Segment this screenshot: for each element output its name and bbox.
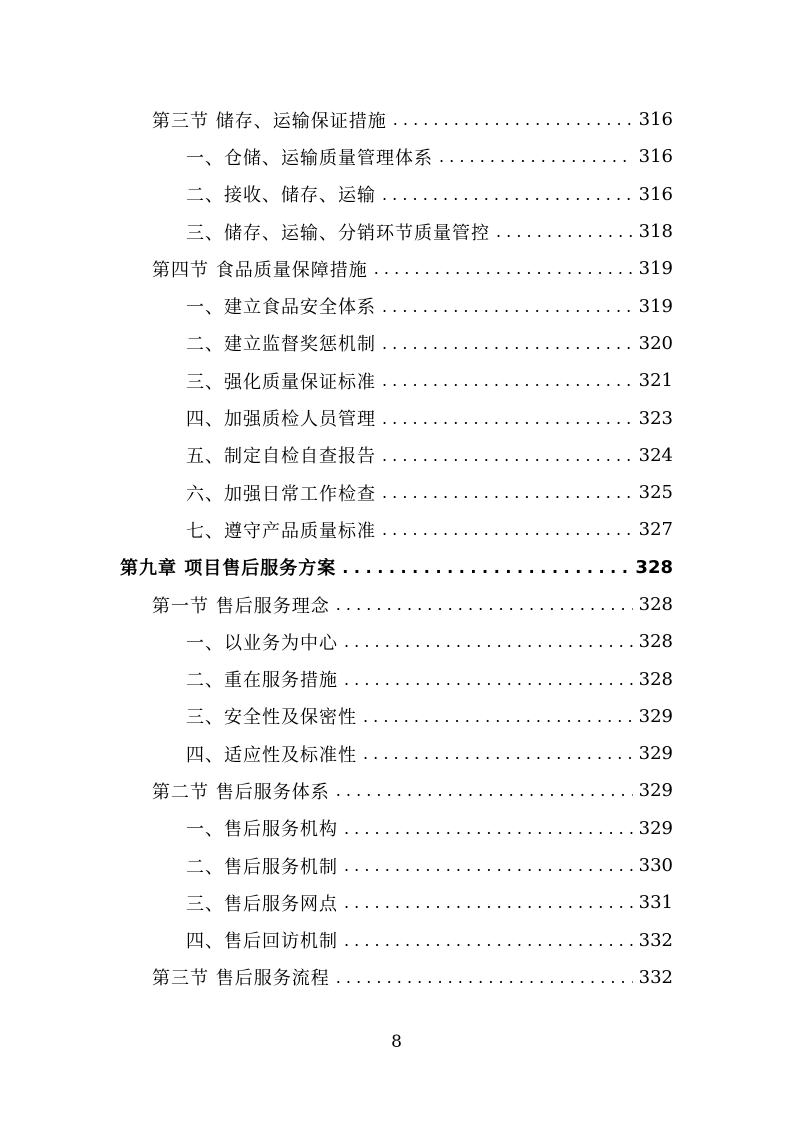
- toc-entry-title: 二、重在服务措施: [186, 670, 338, 692]
- toc-entry-page-number: 328: [638, 631, 673, 653]
- dot-leader: [496, 222, 633, 241]
- toc-entry-page-number: 316: [638, 109, 673, 131]
- toc-subsection-entry[interactable]: [0, 474, 793, 511]
- toc-subsection-entry[interactable]: [0, 884, 793, 921]
- dot-leader: [344, 819, 633, 838]
- toc-entry-title: 四、适应性及标准性: [186, 744, 357, 766]
- toc-entry-page-number: 329: [638, 817, 673, 839]
- toc-entry-title: 六、加强日常工作检查: [186, 483, 376, 505]
- dot-leader: [344, 931, 633, 950]
- dot-leader: [382, 185, 633, 204]
- toc-section-entry[interactable]: [0, 101, 793, 138]
- dot-leader: [344, 670, 633, 689]
- table-of-contents: [0, 101, 793, 996]
- dot-leader: [439, 147, 633, 166]
- toc-subsection-entry[interactable]: [0, 138, 793, 175]
- page-number: 8: [391, 1032, 402, 1052]
- dot-leader: [336, 968, 633, 987]
- toc-section-entry[interactable]: [0, 586, 793, 623]
- toc-subsection-entry[interactable]: [0, 922, 793, 959]
- dot-leader: [382, 483, 633, 502]
- toc-entry-page-number: 323: [638, 407, 673, 429]
- toc-subsection-entry[interactable]: [0, 176, 793, 213]
- toc-subsection-entry[interactable]: [0, 847, 793, 884]
- toc-entry-title: 四、售后回访机制: [186, 931, 338, 953]
- toc-section-entry[interactable]: [0, 959, 793, 996]
- dot-leader: [342, 558, 629, 577]
- toc-entry-page-number: 329: [638, 743, 673, 765]
- dot-leader: [382, 520, 633, 539]
- toc-entry-page-number: 329: [638, 780, 673, 802]
- dot-leader: [382, 334, 633, 353]
- toc-section-entry[interactable]: [0, 250, 793, 287]
- toc-entry-page-number: 316: [638, 183, 673, 205]
- toc-entry-title: 第一节 售后服务理念: [152, 595, 330, 617]
- toc-entry-page-number: 316: [638, 146, 673, 168]
- dot-leader: [336, 781, 633, 800]
- toc-entry-page-number: 330: [638, 855, 673, 877]
- toc-entry-title: 三、安全性及保密性: [186, 707, 357, 729]
- toc-entry-page-number: 328: [638, 668, 673, 690]
- toc-entry-title: 第三节 售后服务流程: [152, 968, 330, 990]
- toc-subsection-entry[interactable]: [0, 660, 793, 697]
- dot-leader: [374, 259, 633, 278]
- toc-subsection-entry[interactable]: [0, 511, 793, 548]
- toc-entry-title: 二、售后服务机制: [186, 856, 338, 878]
- toc-entry-page-number: 329: [638, 705, 673, 727]
- toc-subsection-entry[interactable]: [0, 287, 793, 324]
- toc-entry-title: 七、遵守产品质量标准: [186, 520, 376, 542]
- toc-entry-page-number: 319: [638, 295, 673, 317]
- toc-entry-page-number: 328: [635, 556, 673, 578]
- toc-subsection-entry[interactable]: [0, 623, 793, 660]
- toc-entry-page-number: 332: [638, 929, 673, 951]
- toc-subsection-entry[interactable]: [0, 213, 793, 250]
- dot-leader: [344, 856, 633, 875]
- toc-entry-title: 三、售后服务网点: [186, 893, 338, 915]
- dot-leader: [382, 371, 633, 390]
- toc-entry-page-number: 331: [638, 892, 673, 914]
- toc-entry-page-number: 324: [638, 444, 673, 466]
- dot-leader: [344, 893, 633, 912]
- toc-subsection-entry[interactable]: [0, 810, 793, 847]
- toc-entry-title: 一、售后服务机构: [186, 819, 338, 841]
- toc-entry-page-number: 321: [638, 370, 673, 392]
- toc-entry-page-number: 320: [638, 332, 673, 354]
- toc-section-entry[interactable]: [0, 772, 793, 809]
- toc-entry-title: 一、仓储、运输质量管理体系: [186, 147, 433, 169]
- toc-subsection-entry[interactable]: [0, 399, 793, 436]
- dot-leader: [336, 595, 633, 614]
- toc-entry-page-number: 319: [638, 258, 673, 280]
- toc-entry-title: 第四节 食品质量保障措施: [152, 259, 368, 281]
- toc-entry-title: 五、制定自检自查报告: [186, 446, 376, 468]
- dot-leader: [382, 297, 633, 316]
- toc-entry-title: 四、加强质检人员管理: [186, 409, 376, 431]
- toc-entry-page-number: 327: [638, 519, 673, 541]
- dot-leader: [344, 632, 633, 651]
- toc-entry-page-number: 328: [638, 594, 673, 615]
- toc-entry-title: 二、接收、储存、运输: [186, 185, 376, 207]
- toc-subsection-entry[interactable]: [0, 437, 793, 474]
- toc-subsection-entry[interactable]: [0, 325, 793, 362]
- dot-leader: [393, 110, 633, 129]
- toc-entry-page-number: 332: [638, 966, 673, 988]
- toc-chapter-entry[interactable]: [0, 549, 793, 586]
- toc-entry-page-number: 325: [638, 482, 673, 504]
- toc-entry-page-number: 318: [638, 221, 673, 243]
- toc-entry-title: 一、以业务为中心: [186, 632, 338, 654]
- toc-entry-title: 第三节 储存、运输保证措施: [152, 110, 387, 132]
- dot-leader: [363, 744, 633, 763]
- toc-subsection-entry[interactable]: [0, 362, 793, 399]
- dot-leader: [363, 707, 633, 726]
- toc-entry-title: 三、储存、运输、分销环节质量管控: [186, 222, 490, 244]
- toc-entry-title: 第九章 项目售后服务方案: [120, 558, 337, 580]
- toc-subsection-entry[interactable]: [0, 698, 793, 735]
- toc-subsection-entry[interactable]: [0, 735, 793, 772]
- toc-entry-title: 三、强化质量保证标准: [186, 371, 376, 393]
- dot-leader: [382, 409, 633, 428]
- toc-entry-title: 二、建立监督奖惩机制: [186, 334, 376, 356]
- toc-entry-title: 一、建立食品安全体系: [186, 297, 376, 319]
- toc-entry-title: 第二节 售后服务体系: [152, 781, 330, 803]
- dot-leader: [382, 446, 633, 465]
